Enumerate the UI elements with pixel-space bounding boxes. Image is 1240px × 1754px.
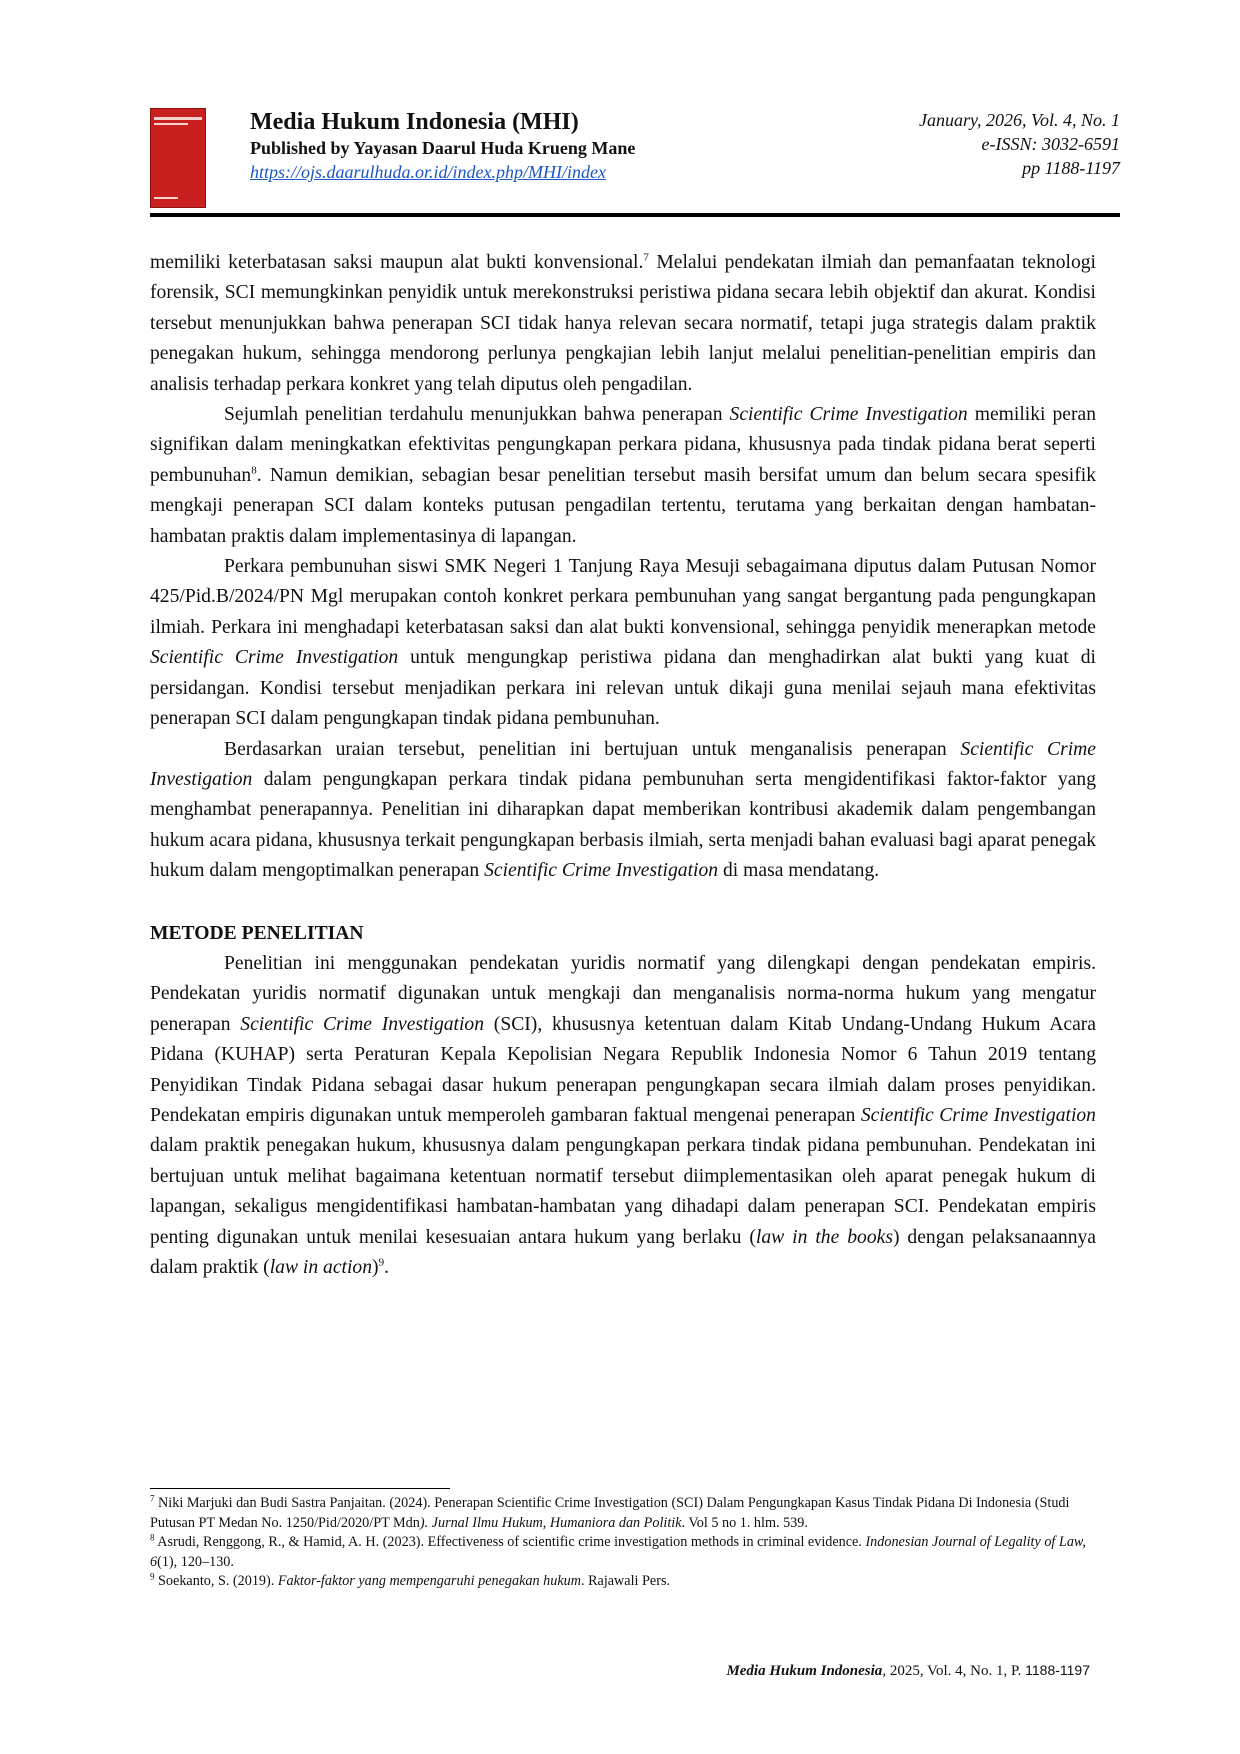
footer-pages: 1188-1197 xyxy=(1025,1662,1090,1678)
paragraph-2: Sejumlah penelitian terdahulu menunjukkan bahwa penerapan Scientific Crime Investigation memiliki peran signifikan dalam meningkatkan efektivitas pengungkapan perkara pidana, khususnya pada tindak pidana berat seperti pembunuhan$^8$. Namun demikian, sebagian besar penelitian tersebut masih bersifat umum dan belum secara spesifik mengkaji penerapan SCI dalam konteks putusan pengadilan tertentu, terutama yang berkaitan dengan hambatan-hambatan praktis dalam implementasinya di lapangan. xyxy=(150,404,1096,547)
page-footer xyxy=(726,1660,1090,1681)
journal-publisher: Published by Yayasan Daarul Huda Krueng Mane xyxy=(250,138,636,158)
paragraph-5: Penelitian ini menggunakan pendekatan yuridis normatif yang dilengkapi dengan pendekatan empiris. Pendekatan yuridis normatif digunakan untuk mengkaji dan menganalisis norma-norma hukum yang mengatur penerapan Scientific Crime Investigation (SCI), khususnya ketentuan dalam Kitab Undang-Undang Hukum Acara Pidana (KUHAP) serta Peraturan Kepala Kepolisian Negara Republik Indonesia Nomor 6 Tahun 2019 tentang Penyidikan Tindak Pidana sebagai dasar hukum penerapan pengungkapan secara ilmiah dalam proses penyidikan. Pendekatan empiris digunakan untuk memperoleh gambaran faktual mengenai penerapan Scientific Crime Investigation dalam praktik penegakan hukum, khususnya dalam pengungkapan perkara tindak pidana pembunuhan. Pendekatan ini bertujuan untuk melihat bagaimana ketentuan normatif tersebut diimplementasikan oleh aparat penegak hukum di lapangan, sekaligus mengidentifikasi hambatan-hambatan yang dihadapi dalam penerapan SCI. Pendekatan empiris penting digunakan untuk menilai kesesuaian antara hukum yang berlaku (law in the books) dengan pelaksanaannya dalam praktik (law in action)$^9$. xyxy=(150,952,1096,1278)
section-heading: METODE PENELITIAN xyxy=(150,922,364,944)
issue-info xyxy=(919,108,1120,180)
issue-date: January, 2026, Vol. 4, No. 1 xyxy=(919,110,1120,130)
paragraph-3: Perkara pembunuhan siswi SMK Negeri 1 Tanjung Raya Mesuji sebagaimana diputus dalam Putusan Nomor 425/Pid.B/2024/PN Mgl merupakan contoh konkret perkara pembunuhan yang sangat bergantung pada pengungkapan ilmiah. Perkara ini menghadapi keterbatasan saksi dan alat bukti konvensional, sehingga penyidik menerapkan metode Scientific Crime Investigation untuk mengungkap peristiwa pidana dan menghadirkan alat bukti yang kuat di persidangan. Kondisi tersebut menjadikan perkara ini relevan untuk dikaji guna menilai sejauh mana efektivitas penerapan SCI dalam pengungkapan tindak pidana pembunuhan. xyxy=(150,556,1096,730)
footnote-9: $^9$ Soekanto, S. (2019). Faktor-faktor yang mempengaruhi penegakan hukum. Rajawali Pers. xyxy=(150,1571,671,1590)
paragraph-1: memiliki keterbatasan saksi maupun alat bukti konvensional.$^7$ Melalui pendekatan ilmiah dan pemanfaatan teknologi forensik, SCI memungkinkan penyidik untuk merekonstruksi peristiwa pidana secara lebih objektif dan akurat. Kondisi tersebut menunjukkan bahwa penerapan SCI tidak hanya relevan secara normatif, tetapi juga strategis dalam praktik penegakan hukum, sehingga mendorong perlunya pengkajian lebih lanjut melalui penelitian-penelitian empiris dan analisis terhadap perkara konkret yang telah diputus oleh pengadilan. xyxy=(150,251,1096,395)
journal-title: Media Hukum Indonesia (MHI) xyxy=(250,109,579,135)
journal-info xyxy=(250,108,635,184)
footnote-7: $^7$ Niki Marjuki dan Budi Sastra Panjaitan. (2024). Penerapan Scientific Crime Investigation (SCI) Dalam Pengungkapan Kasus Tindak Pidana Di Indonesia (Studi Putusan PT Medan No. 1250/Pid/2020/PT Mdn). Jurnal Ilmu Hukum, Humaniora dan Politik. Vol 5 no 1. hlm. 539. xyxy=(150,1493,1070,1531)
footnote-ref-7[interactable]: 7 xyxy=(643,251,649,264)
footnote-ref-9[interactable]: 9 xyxy=(378,1256,385,1269)
eissn: e-ISSN: 3032-6591 xyxy=(981,134,1120,154)
footnote-8: $^8$ Asrudi, Renggong, R., & Hamid, A. H. (2023). Effectiveness of scientific crime investigation methods in criminal evidence. Indonesian Journal of Legality of Law, 6(1), 120–130. xyxy=(150,1532,1086,1570)
footnotes xyxy=(150,1494,1096,1592)
journal-url-link[interactable]: https://ojs.daarulhuda.or.id/index.php/MHI/index xyxy=(250,162,606,182)
footnote-divider xyxy=(150,1488,450,1489)
header-divider xyxy=(150,213,1120,217)
journal-header xyxy=(150,108,1120,208)
paragraph-4: Berdasarkan uraian tersebut, penelitian ini bertujuan untuk menganalisis penerapan Scientific Crime Investigation dalam pengungkapan perkara tindak pidana pembunuhan serta mengidentifikasi faktor-faktor yang menghambat penerapannya. Penelitian ini diharapkan dapat memberikan kontribusi akademik dalam pengembangan hukum acara pidana, khususnya terkait pengungkapan berbasis ilmiah, serta menjadi bahan evaluasi bagi aparat penegak hukum dalam mengoptimalkan penerapan Scientific Crime Investigation di masa mendatang. xyxy=(150,738,1096,882)
journal-cover-thumbnail xyxy=(150,108,206,208)
article-body xyxy=(150,248,1096,1283)
footer-journal: Media Hukum Indonesia xyxy=(726,1663,883,1679)
footer-info: , 2025, Vol. 4, No. 1, P. xyxy=(882,1663,1026,1679)
page-range: pp 1188-1197 xyxy=(1022,158,1120,178)
footnote-ref-8[interactable]: 8 xyxy=(251,464,257,477)
